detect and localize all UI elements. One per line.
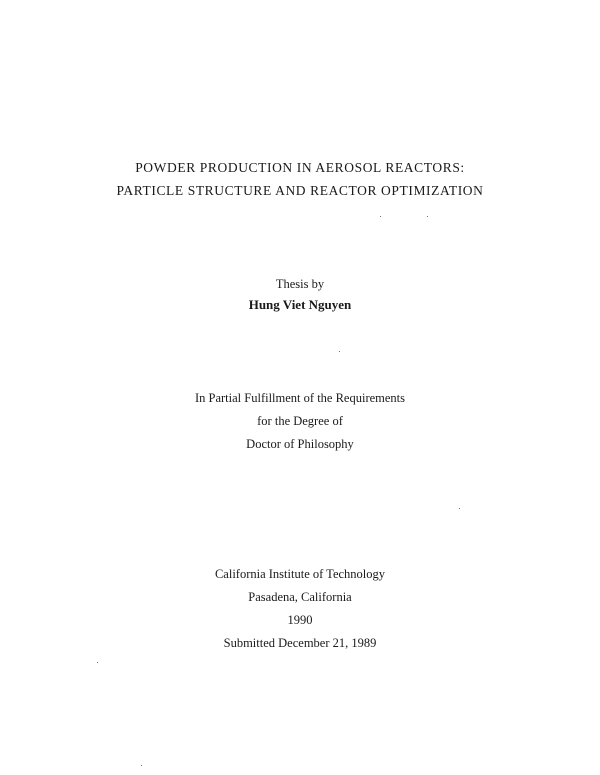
degree-name: Doctor of Philosophy bbox=[246, 437, 354, 451]
scan-speck bbox=[380, 216, 381, 217]
fulfillment-line-1: In Partial Fulfillment of the Requirements bbox=[194, 391, 406, 405]
scan-speck bbox=[459, 508, 460, 509]
institution-location: Pasadena, California bbox=[248, 590, 352, 604]
thesis-title-line-1: POWDER PRODUCTION IN AEROSOL REACTORS: bbox=[135, 160, 465, 175]
author-name: Hung Viet Nguyen bbox=[248, 297, 352, 312]
scan-speck bbox=[97, 662, 98, 663]
scan-speck bbox=[141, 765, 142, 766]
thesis-title-line-2: PARTICLE STRUCTURE AND REACTOR OPTIMIZATION bbox=[116, 183, 484, 198]
scan-speck bbox=[339, 351, 340, 352]
institution-name: California Institute of Technology bbox=[214, 567, 386, 581]
thesis-by-label: Thesis by bbox=[275, 277, 325, 291]
scan-speck bbox=[427, 216, 428, 217]
year: 1990 bbox=[287, 613, 313, 627]
fulfillment-line-2: for the Degree of bbox=[257, 414, 343, 428]
submission-date: Submitted December 21, 1989 bbox=[223, 636, 377, 650]
